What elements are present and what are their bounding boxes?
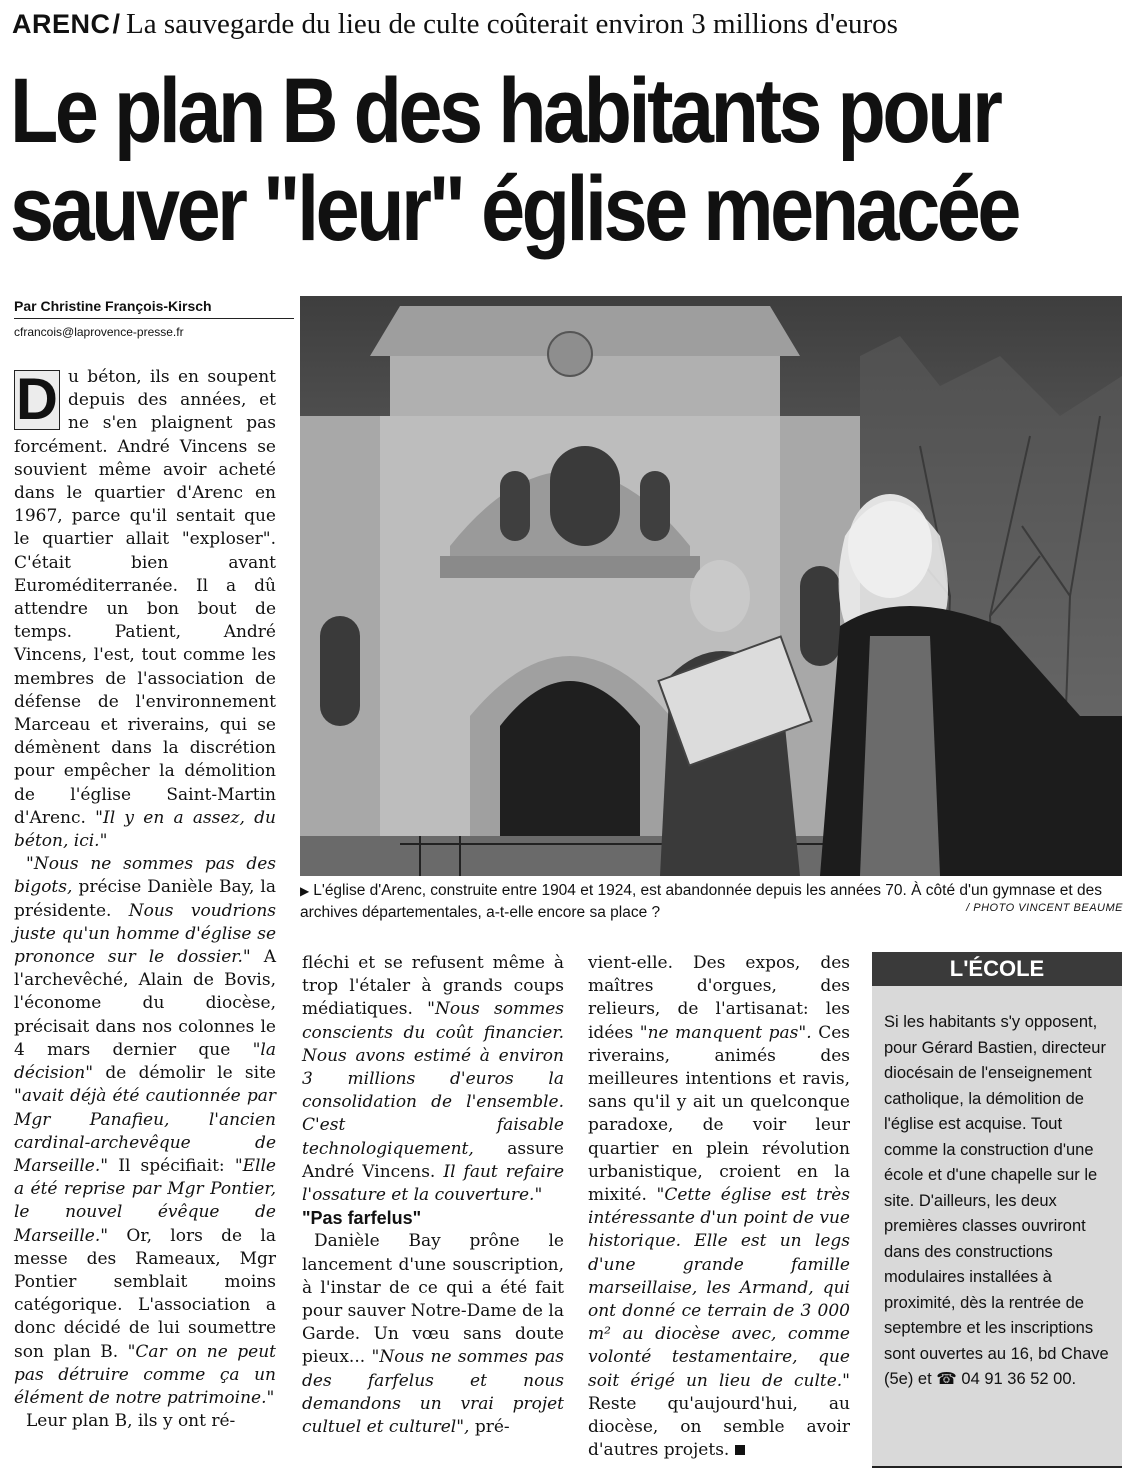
- sidebar-text: Si les habitants s'y opposent, pour Gérard Bastien, directeur diocésain de l'enseignement catholique, la démolition de l'église est acquise. Tout comme la construction d'une école et d'une chapelle sur le site. D'ailleurs, les deux premières classes ouvriront dans des constructions modulaires installées à proximité, dès la rentrée de septembre et les inscriptions sont ouvertes au 16, bd Chave (5e) et ☎ 04 91 36 52 00.: [884, 1013, 1109, 1388]
- article-column-2: [302, 952, 564, 1439]
- article-paragraph: D u béton, ils en soupent depuis des années, et ne s'en plaignent pas forcément. André Vincens se souvient même avoir acheté dans le quartier d'Arenc en 1967, parce qu'il sentait que le quartier allait "exploser". C'était bien avant Euroméditerranée. Il a dû attendre un bon bout de temps. Patient, André Vincens, l'est, tout comme les membres de l'association de défense de l'environnement Marceau et riverains, qui se démènent dans la discrétion pour empêcher la démolition de l'église Saint-Martin d'Arenc. "Il y en a assez, du béton, ici.": [14, 367, 277, 852]
- author-email[interactable]: cfrancois@laprovence-presse.fr: [14, 325, 184, 339]
- sidebar-box: [872, 952, 1122, 1468]
- byline: [14, 298, 294, 339]
- caption-arrow-icon: ▶: [300, 884, 310, 898]
- kicker: [12, 8, 1122, 44]
- photo-credit: / PHOTO VINCENT BEAUME: [966, 902, 1123, 914]
- article-paragraph: vient-elle. Des expos, des maîtres d'orgues, des relieurs, de l'artisanat: les idées "ne manquent pas". Ces riverains, animés des meilleures intentions et ravis, sans qu'il y ait un quelconque paradoxe, de voir leur quartier en plein révolution urbanistique, croient en la mixité. "Cette église est très intéressante d'un point de vue historique. Elle est un legs d'une grande famille marseillaise, les Armand, qui ont donné ce terrain de 3 000 m² au diocèse avec, comme volonté testamentaire, que soit érigé un lieu de culte." Reste qu'aujourd'hui, au diocèse, on semble avoir d'autres projets.: [588, 953, 851, 1461]
- headline: [10, 60, 1018, 260]
- sidebar-title: L'ÉCOLE: [872, 952, 1122, 986]
- article-paragraph: "Nous ne sommes pas des bigots, précise Danièle Bay, la présidente. Nous voudrions juste qu'un homme d'église se prononce sur le dossier." A l'archevêché, Alain de Bovis, l'économe du diocèse, précisait dans nos colonnes le 4 mars dernier que "la décision" de démolir le site "avait déjà été cautionnée par Mgr Panafieu, l'ancien cardinal-archevêque de Marseille." Il spécifiait: "Elle a été reprise par Mgr Pontier, le nouvel évêque de Marseille." Or, lors de la messe des Rameaux, Mgr Pontier semblait moins catégorique. L'association a donc décidé de lui soumettre son plan B. "Car on ne peut pas détruire comme ça un élément de notre patrimoine.": [14, 854, 277, 1408]
- author-name: Par Christine François-Kirsch: [14, 298, 294, 319]
- church-photo-illustration: [300, 296, 1122, 876]
- church-photo: [300, 296, 1122, 876]
- drop-cap: D: [14, 370, 60, 430]
- article-paragraph: fléchi et se refusent même à trop l'étaler à grands coups médiatiques. "Nous sommes conscients du coût financier. Nous avons estimé à environ 3 millions d'euros la consolidation de l'ensemble. C'est faisable technologiquement, assure André Vincens. Il faut refaire l'ossature et la couverture.": [302, 953, 565, 1206]
- kicker-tag: ARENC: [12, 9, 111, 39]
- kicker-separator: /: [112, 9, 121, 39]
- article-paragraph: Leur plan B, ils y ont ré-: [26, 1411, 236, 1432]
- article-column-3: [588, 952, 850, 1462]
- photo-caption: ▶ L'église d'Arenc, construite entre 1904 et 1924, est abandonnée depuis les années 70. À côté d'un gymnase et des archives départementales, a-t-elle encore sa place ?: [300, 882, 1102, 921]
- headline-line-1: Le plan B des habitants pour: [10, 60, 1000, 162]
- article-column-1: [14, 366, 276, 1433]
- kicker-text: La sauvegarde du lieu de culte coûterait environ 3 millions d'euros: [126, 8, 898, 40]
- article-paragraph: Danièle Bay prône le lancement d'une souscription, à l'instar de ce qui a été fait pour sauver Notre-Dame de la Garde. Un vœu sans doute pieux... "Nous ne sommes pas des farfelus et nous demandons un vrai projet cultuel et culturel", pré-: [302, 1231, 564, 1438]
- headline-line-2: sauver "leur" église menacée: [10, 158, 1018, 260]
- end-mark-icon: [735, 1445, 745, 1455]
- subheading: "Pas farfelus": [302, 1208, 422, 1229]
